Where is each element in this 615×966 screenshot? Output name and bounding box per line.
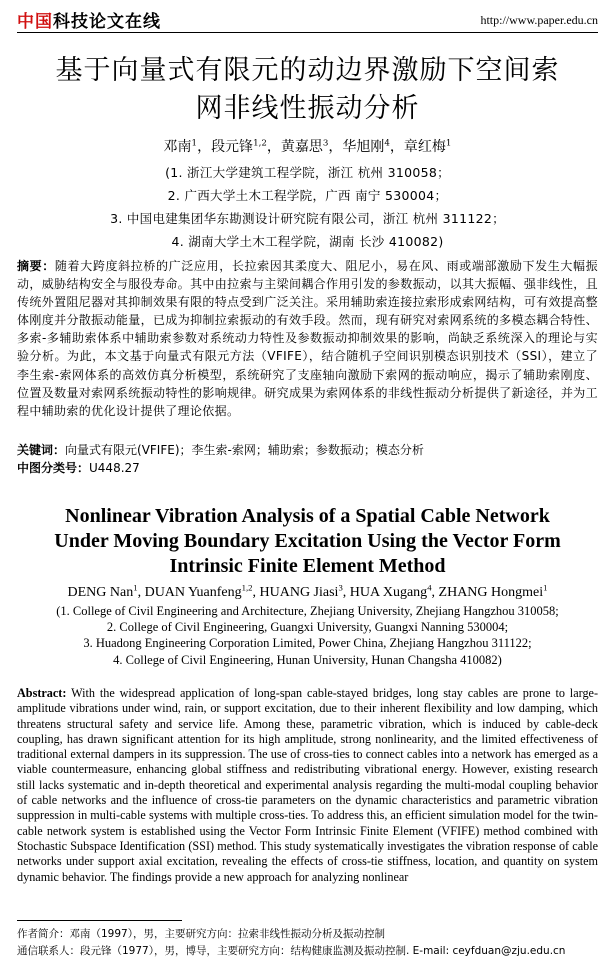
chinese-affiliation-4: 4. 湖南大学土木工程学院，湖南 长沙 410082): [171, 234, 444, 249]
chinese-affiliation-3: 3. 中国电建集团华东勘测设计研究院有限公司，浙江 杭州 311122；: [110, 211, 505, 226]
chinese-keywords: [17, 441, 598, 459]
chinese-classification: [17, 459, 598, 477]
footnotes: [17, 926, 605, 960]
footnote-divider: [17, 920, 182, 921]
english-title-line-3: Intrinsic Finite Element Method: [169, 555, 446, 577]
brand-red-text: 中国: [17, 12, 53, 32]
chinese-authors: 邓南$^1$，段元锋$^{1,2}$，黄嘉思$^3$，华旭刚$^4$，章红梅$^1$: [163, 138, 452, 155]
english-affiliation-2: 2. College of Civil Engineering, Guangxi University, Guangxi Nanning 530004;: [106, 620, 509, 635]
english-title-line-1: Nonlinear Vibration Analysis of a Spatial Cable Network: [65, 505, 550, 527]
english-affiliation-3: 3. Huadong Engineering Corporation Limited, Power China, Zhejiang Hangzhou 311122;: [83, 636, 532, 651]
chinese-title-line-2: 网非线性振动分析: [195, 93, 420, 124]
chinese-author-affiliation-marker: 1,2: [253, 138, 267, 149]
english-author-affiliation-marker: 1: [543, 582, 548, 593]
chinese-author-affiliation-marker: 1: [445, 138, 452, 149]
english-author-affiliation-marker: 3: [338, 582, 343, 593]
chinese-author-affiliation-marker: 3: [322, 138, 329, 149]
chinese-keywords-text: 向量式有限元(VFIFE)；李生索-索网；辅助索；参数振动；模态分析: [65, 443, 424, 457]
site-brand[interactable]: [17, 7, 161, 32]
english-abstract-label: Abstract:: [17, 686, 67, 700]
chinese-author-name: 章红梅: [403, 139, 446, 155]
english-author-name: HUANG Jiasi: [259, 585, 339, 600]
chinese-author-name: 段元锋: [211, 139, 254, 155]
chinese-abstract: [17, 257, 598, 420]
english-author-name: DUAN Yuanfeng: [144, 585, 242, 600]
chinese-author-affiliation-marker: 4: [384, 138, 390, 149]
english-author-name: ZHANG Hongmei: [438, 585, 544, 600]
english-author-affiliation-marker: 1,2: [241, 582, 253, 593]
author-bio: 作者简介：邓南（1997），男，主要研究方向：拉索非线性振动分析及振动控制: [17, 928, 385, 940]
english-title-line-2: Under Moving Boundary Excitation Using the Vector Form: [54, 530, 561, 552]
chinese-affiliations: [20, 161, 595, 253]
chinese-classification-code: U448.27: [89, 461, 140, 475]
chinese-author-name: 黄嘉思: [280, 139, 323, 155]
english-title: [20, 504, 595, 579]
chinese-abstract-text: 随着大跨度斜拉桥的广泛应用，长拉索因其柔度大、阻尼小，易在风、雨或端部激励下发生大幅振动，威胁结构安全与服役寿命。其中由拉索与主梁间耦合作用引发的参数振动，以其大振幅、强非线性，且传统外置阻尼器对其抑制效果有限的特点受到广泛关注。采用辅助索连接拉索形成索网结构，可有效提高整体刚度并分散振动能量，已成为抑制拉索振动的有效手段。然而，现有研究对索网系统的多模态耦合特性、多索-多辅助索体系中辅助索参数对系统动力特性及参数振动抑制效果的影响，尚缺乏系统深入的理论与实验分析。为此，本文基于向量式有限元方法（VFIFE），结合随机子空间识别模态识别技术（SSI），建立了李生索-索网体系的高效仿真分析模型，系统研究了支座轴向激励下索网的振动响应，揭示了辅助索刚度、位置及数量对索网系统振动特性的影响规律。研究成果为索网体系的非线性振动分析提供了新途径，并为工程中辅助索的优化设计提供了理论依据。: [17, 259, 598, 418]
chinese-author-name: 华旭刚: [342, 139, 385, 155]
site-url[interactable]: http://www.paper.edu.cn: [480, 13, 598, 27]
english-author-name: DENG Nan: [67, 585, 134, 600]
english-abstract-text: With the widespread application of long-span cable-stayed bridges, long stay cables are prone to large-amplitude vibrations under wind, rain, or support excitation, due to their inherent flexibility and low damping, which threatens structural safety and service life. Among these, parametric vibration, which is induced by cable-deck coupling, has drawn significant attention for its high amplitude, strong nonlinearity, and the limited effectiveness of traditional external dampers in its suppression. The use of cross-ties to connect cables into a network has emerged as a viable countermeasure, enhancing global stiffness and redistributing vibrational energy. However, existing research still lacks systematic and in-depth theoretical and experimental analysis regarding the multi-modal coupling behavior of cable networks and the influence of cross-tie parameters on the dynamic characteristics and parametric vibration suppression in multi-cable systems with multiple cross-ties. To address this, an efficient simulation model for the twin-cable network system is established using the Vector Form Intrinsic Finite Element (VFIFE) method combined with Stochastic Subspace Identification (SSI) method. This study systematically investigates the vibration response of cable networks under support axial excitation, revealing the effects of cross-tie stiffness, location, and quantity on system dynamic behavior. The findings provide a new approach for analyzing nonlinear: [17, 686, 598, 884]
chinese-author-affiliation-marker: 1: [191, 138, 198, 149]
chinese-abstract-label: 摘要：: [17, 259, 55, 273]
chinese-affiliation-2: 2. 广西大学土木工程学院，广西 南宁 530004；: [167, 188, 448, 203]
chinese-author-name: 邓南: [163, 139, 192, 155]
english-author-affiliation-marker: 4: [427, 582, 432, 593]
english-authors: DENG Nan$^1$, DUAN Yuanfeng$^{1,2}$, HUANG Jiasi$^3$, HUA Xugang$^4$, ZHANG Hongmei$^1$: [67, 582, 548, 600]
english-abstract: [17, 686, 598, 918]
english-affiliation-1: (1. College of Civil Engineering and Architecture, Zhejiang University, Zhejiang Hangzhou 310058;: [56, 604, 559, 618]
english-affiliations: [17, 603, 598, 668]
english-author-name: HUA Xugang: [349, 585, 428, 600]
english-affiliation-4: 4. College of Civil Engineering, Hunan University, Hunan Changsha 410082): [113, 652, 502, 667]
page-header: [17, 4, 598, 33]
brand-black-text: 科技论文在线: [53, 12, 161, 32]
chinese-keywords-label: 关键词：: [17, 443, 66, 457]
chinese-title: [20, 52, 595, 128]
chinese-affiliation-1: (1. 浙江大学建筑工程学院，浙江 杭州 310058；: [165, 165, 450, 180]
chinese-classification-label: 中图分类号：: [17, 461, 90, 475]
chinese-title-line-1: 基于向量式有限元的动边界激励下空间索: [55, 55, 560, 86]
english-author-affiliation-marker: 1: [133, 582, 138, 593]
corresponding-author: 通信联系人：段元锋（1977），男，博导，主要研究方向：结构健康监测及振动控制. E-mail: ceyfduan@zju.edu.cn: [17, 945, 566, 957]
